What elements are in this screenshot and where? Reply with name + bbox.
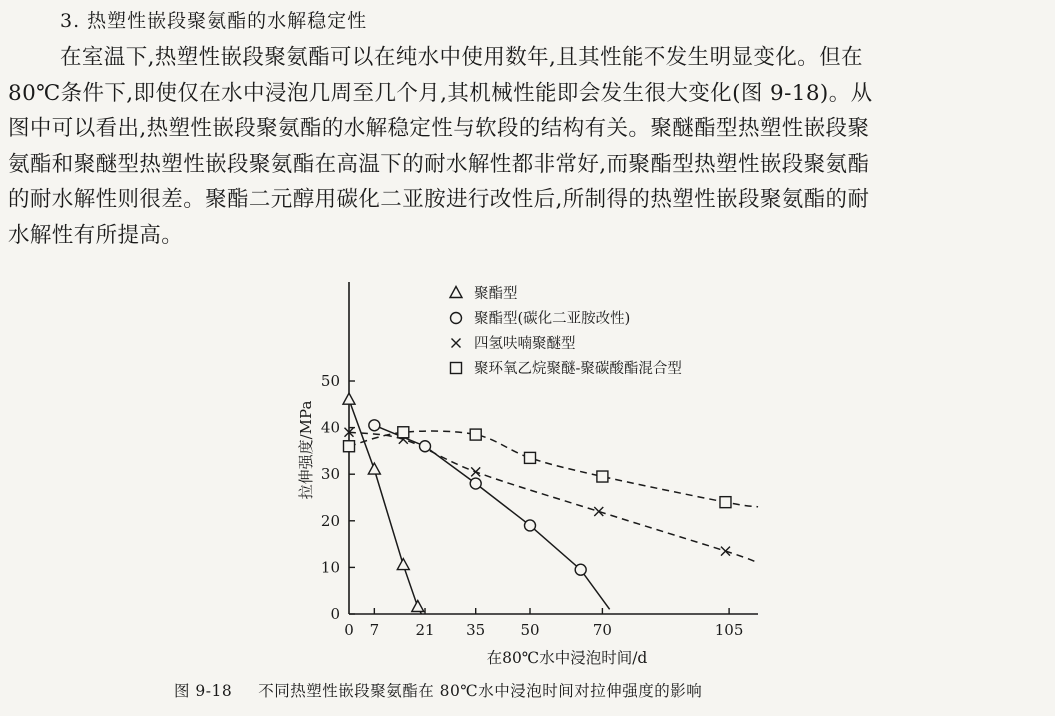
figure-caption bbox=[174, 679, 702, 701]
data-point-series-2 bbox=[525, 520, 536, 531]
y-tick-label: 0 bbox=[330, 605, 340, 623]
data-point-series-1 bbox=[397, 559, 409, 570]
data-point-series-2 bbox=[575, 564, 586, 575]
legend-label-3: 四氢呋喃聚醚型 bbox=[474, 336, 576, 352]
figure-caption-text: 不同热塑性嵌段聚氨酯在 80℃水中浸泡时间对拉伸强度的影响 bbox=[258, 682, 703, 700]
section-heading: 3. 热塑性嵌段聚氨酯的水解稳定性 bbox=[60, 10, 368, 32]
data-point-series-3 bbox=[471, 467, 480, 476]
data-point-series-3 bbox=[594, 507, 603, 516]
y-tick-label: 50 bbox=[320, 372, 340, 390]
x-tick-label: 7 bbox=[369, 621, 380, 639]
paragraph-line: 的耐水解性则很差。聚酯二元醇用碳化二亚胺进行改性后,所制得的热塑性嵌段聚氨酯的耐 bbox=[8, 187, 870, 212]
data-point-series-1 bbox=[368, 463, 380, 474]
data-point-series-3 bbox=[721, 547, 730, 556]
x-tick-label: 35 bbox=[466, 621, 486, 639]
y-tick-label: 20 bbox=[320, 511, 340, 530]
data-point-series-4 bbox=[470, 429, 481, 440]
y-tick-label: 40 bbox=[320, 418, 340, 437]
legend-marker-2 bbox=[451, 313, 462, 324]
y-tick-label: 10 bbox=[320, 558, 340, 577]
data-point-series-2 bbox=[369, 420, 380, 431]
data-point-series-4 bbox=[597, 471, 608, 482]
data-point-series-1 bbox=[412, 601, 424, 612]
legend-marker-3 bbox=[452, 339, 461, 348]
paragraph-line: 水解性有所提高。 bbox=[8, 222, 184, 248]
x-tick-label: 50 bbox=[520, 621, 540, 639]
legend-marker-1 bbox=[450, 287, 462, 298]
y-axis-label: 拉伸强度/MPa bbox=[297, 400, 315, 500]
data-point-series-2 bbox=[470, 478, 481, 489]
series-line-3 bbox=[349, 432, 758, 562]
data-point-series-4 bbox=[344, 441, 355, 452]
x-tick-label: 21 bbox=[415, 621, 435, 639]
data-point-series-4 bbox=[525, 452, 536, 463]
x-tick-label: 70 bbox=[592, 621, 612, 639]
x-axis-label: 在80℃水中浸泡时间/d bbox=[486, 649, 648, 667]
x-tick-label: 105 bbox=[714, 621, 744, 639]
paragraph-line: 80℃条件下,即使仅在水中浸泡几周至几个月,其机械性能即会发生很大变化(图 9-18)。从 bbox=[8, 80, 873, 106]
legend-label-2: 聚酯型(碳化二亚胺改性) bbox=[474, 311, 631, 327]
data-point-series-4 bbox=[720, 497, 731, 508]
figure-number: 图 9-18 bbox=[174, 682, 233, 700]
y-tick-label: 30 bbox=[320, 465, 340, 484]
legend-marker-4 bbox=[451, 363, 462, 374]
data-point-series-1 bbox=[343, 393, 355, 404]
x-tick-label: 0 bbox=[344, 621, 354, 639]
paragraph-line: 图中可以看出,热塑性嵌段聚氨酯的水解稳定性与软段的结构有关。聚醚酯型热塑性嵌段聚 bbox=[8, 116, 870, 141]
legend-label-1: 聚酯型 bbox=[474, 286, 518, 302]
data-point-series-2 bbox=[420, 441, 431, 452]
paragraph-line: 在室温下,热塑性嵌段聚氨酯可以在纯水中使用数年,且其性能不发生明显变化。但在 bbox=[60, 45, 863, 70]
data-point-series-4 bbox=[398, 427, 409, 438]
legend-label-4: 聚环氧乙烷聚醚-聚碳酸酯混合型 bbox=[474, 361, 682, 377]
paragraph-line: 氨酯和聚醚型热塑性嵌段聚氨酯在高温下的耐水解性都非常好,而聚酯型热塑性嵌段聚氨酯 bbox=[8, 151, 870, 177]
